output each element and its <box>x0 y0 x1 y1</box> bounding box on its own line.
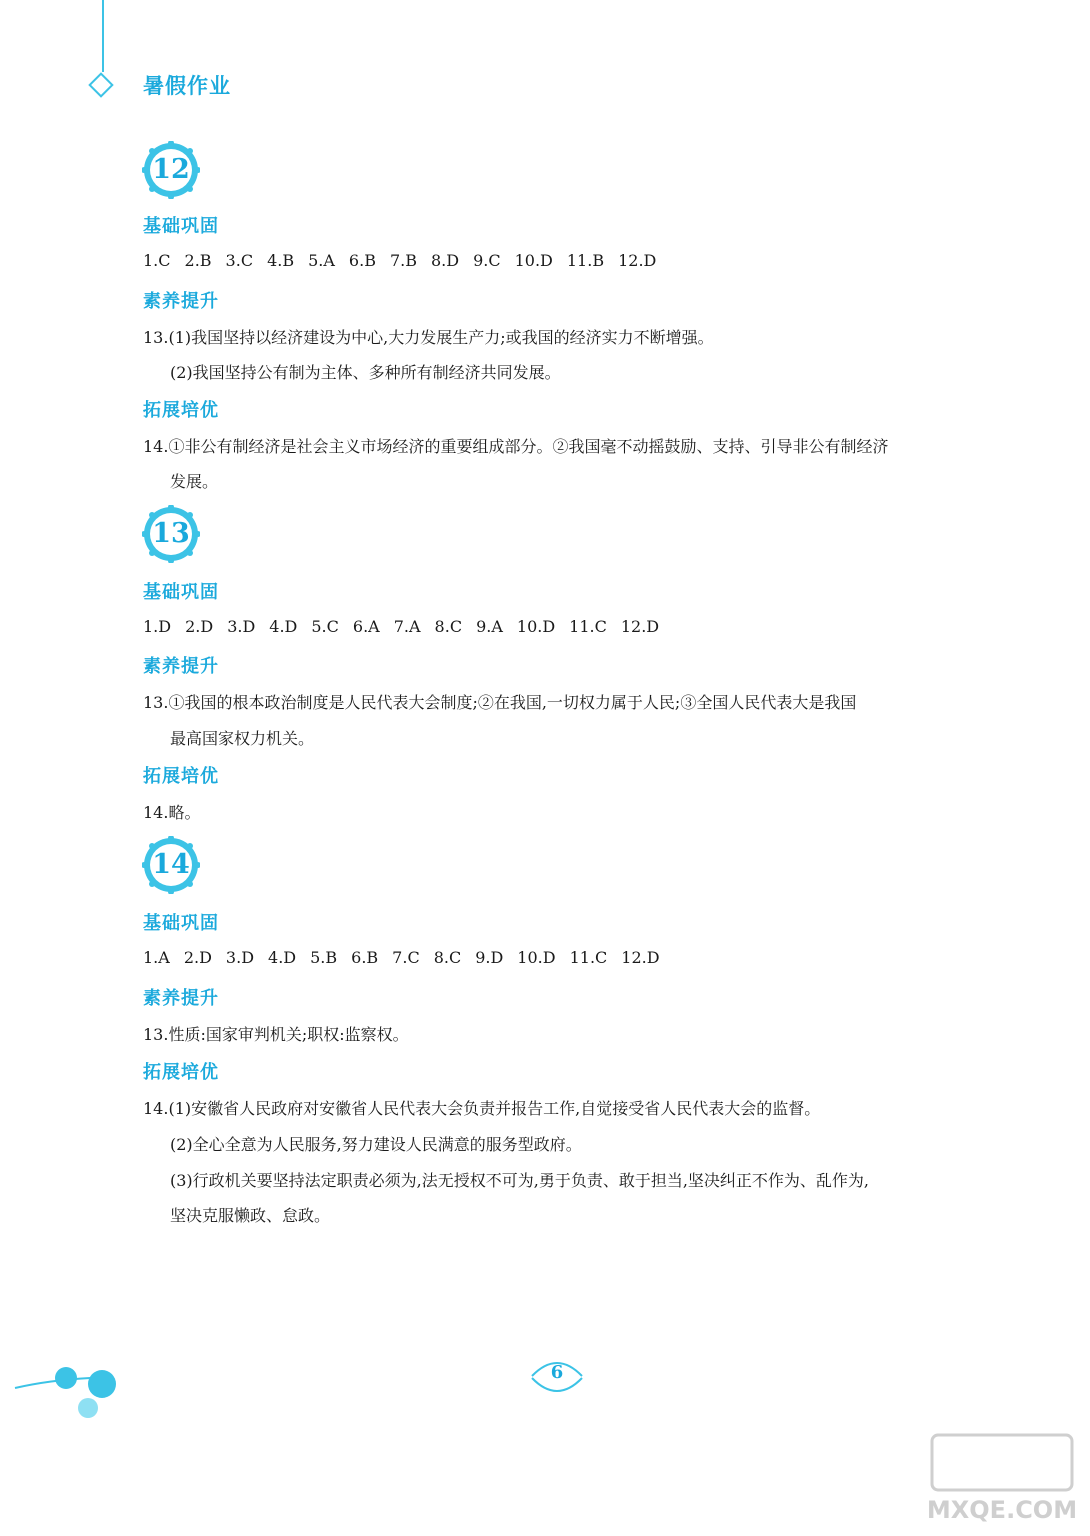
answer-list <box>143 251 670 270</box>
answer-item: 12.D <box>620 617 660 636</box>
page-header-title: 暑假作业 <box>143 74 231 98</box>
answer-item: 6.B <box>351 948 379 967</box>
watermark-logo <box>922 1420 1082 1530</box>
answer-item: 11.B <box>566 251 605 270</box>
answer-item: 2.B <box>184 251 212 270</box>
header-diamond-icon <box>88 72 113 97</box>
answer-item: 11.C <box>569 617 607 636</box>
answer-item: 4.D <box>269 617 298 636</box>
answer-line: 最高国家权力机关。 <box>170 729 315 748</box>
section-heading-expand: 拓展培优 <box>143 400 219 421</box>
answer-item: 7.C <box>392 948 420 967</box>
answer-item: 1.D <box>143 617 172 636</box>
answer-list <box>143 617 673 636</box>
answer-item: 12.D <box>621 948 660 967</box>
answer-item: 9.A <box>476 617 503 636</box>
header-vertical-line <box>102 0 104 72</box>
answer-item: 7.A <box>393 617 421 636</box>
section-heading-quality: 素养提升 <box>143 291 219 312</box>
section-heading-quality: 素养提升 <box>143 656 219 677</box>
answer-item: 8.C <box>433 948 462 967</box>
answer-item: 8.D <box>430 251 460 270</box>
section-heading-quality: 素养提升 <box>143 988 219 1009</box>
section-heading-basic: 基础巩固 <box>143 582 219 603</box>
answer-item: 7.B <box>389 251 417 270</box>
answer-item: 5.A <box>308 251 335 270</box>
answer-item: 9.D <box>475 948 504 967</box>
page-number: 6 <box>550 1362 564 1383</box>
answer-item: 6.B <box>348 251 376 270</box>
answer-item: 10.D <box>514 251 553 270</box>
answer-line: (2)我国坚持公有制为主体、多种所有制经济共同发展。 <box>170 363 561 382</box>
answer-line: (2)全心全意为人民服务,努力建设人民满意的服务型政府。 <box>170 1135 582 1154</box>
section-number-badge <box>142 141 200 199</box>
answer-item: 10.D <box>517 948 556 967</box>
answer-line: (3)行政机关要坚持法定职责必须为,法无授权不可为,勇于负责、敢于担当,坚决纠正不作为、乱作为, <box>170 1171 870 1190</box>
answer-item: 5.C <box>311 617 339 636</box>
section-number-badge <box>142 505 200 563</box>
page-number-badge <box>528 1352 586 1402</box>
section-number: 13 <box>152 518 190 549</box>
section-heading-basic: 基础巩固 <box>143 913 219 934</box>
answer-item: 3.D <box>225 948 255 967</box>
answer-line: 14.(1)安徽省人民政府对安徽省人民代表大会负责并报告工作,自觉接受省人民代表大会的监督。 <box>143 1099 821 1118</box>
answer-item: 12.D <box>618 251 657 270</box>
section-number-badge <box>142 836 200 894</box>
answer-item: 9.C <box>473 251 501 270</box>
answer-list <box>143 948 674 967</box>
answer-line: 13.(1)我国坚持以经济建设为中心,大力发展生产力;或我国的经济实力不断增强。 <box>143 328 714 347</box>
answer-line: 坚决克服懒政、怠政。 <box>170 1206 331 1225</box>
answer-item: 1.C <box>143 251 171 270</box>
answer-line: 发展。 <box>170 472 219 491</box>
answer-item: 10.D <box>516 617 556 636</box>
answer-item: 8.C <box>434 617 463 636</box>
section-heading-expand: 拓展培优 <box>143 1062 219 1083</box>
answer-item: 2.D <box>183 948 212 967</box>
answer-item: 4.D <box>268 948 297 967</box>
footer-decoration <box>10 1360 130 1430</box>
section-heading-basic: 基础巩固 <box>143 216 219 237</box>
answer-line: 14.略。 <box>143 803 201 822</box>
answer-item: 4.B <box>267 251 295 270</box>
section-number: 14 <box>152 849 190 880</box>
answer-item: 6.A <box>352 617 380 636</box>
section-heading-expand: 拓展培优 <box>143 766 219 787</box>
watermark-text: MXQE.COM <box>926 1496 1078 1524</box>
answer-item: 3.C <box>225 251 254 270</box>
answer-item: 11.C <box>569 948 608 967</box>
answer-line: 13.①我国的根本政治制度是人民代表大会制度;②在我国,一切权力属于人民;③全国人民代表大是我国 <box>143 693 857 712</box>
answer-item: 5.B <box>310 948 338 967</box>
answer-item: 3.D <box>227 617 256 636</box>
answer-line: 14.①非公有制经济是社会主义市场经济的重要组成部分。②我国毫不动摇鼓励、支持、引导非公有制经济 <box>143 437 889 456</box>
answer-item: 1.A <box>143 948 170 967</box>
answer-item: 2.D <box>185 617 214 636</box>
answer-line: 13.性质:国家审判机关;职权:监察权。 <box>143 1025 409 1044</box>
section-number: 12 <box>152 154 190 185</box>
